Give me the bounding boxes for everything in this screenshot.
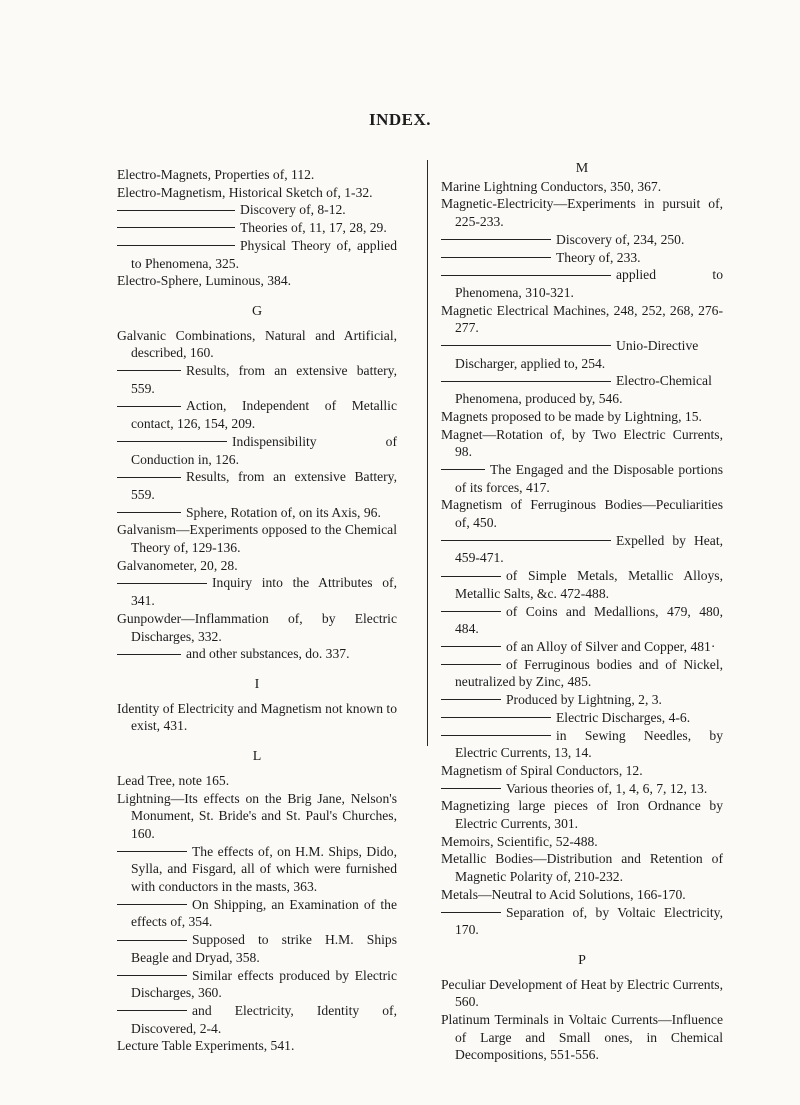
ditto-rule bbox=[117, 940, 187, 941]
index-subentry bbox=[117, 237, 397, 272]
entry-text: Galvanic Combinations, Natural and Artificial, described, 160. bbox=[117, 327, 397, 361]
entry-text: Magnetism of Spiral Conductors, 12. bbox=[441, 762, 643, 778]
entry-text: Supposed to strike H.M. Ships Beagle and Dryad, 358. bbox=[131, 932, 397, 965]
entry-text: Electric Discharges, 4-6. bbox=[556, 709, 691, 725]
section-letter: M bbox=[575, 161, 589, 176]
entry-text: Sphere, Rotation of, on its Axis, 96. bbox=[186, 504, 381, 520]
entry-text: Magnetic Electrical Machines, 248, 252, 268, 276-277. bbox=[441, 302, 723, 336]
index-subentry bbox=[441, 727, 723, 762]
ditto-rule bbox=[441, 576, 501, 577]
entry-text: Lead Tree, note 165. bbox=[117, 772, 230, 788]
index-subentry bbox=[441, 249, 723, 267]
entry-text: Action, Independent of Metallic contact, 126, 154, 209. bbox=[131, 398, 397, 432]
ditto-rule bbox=[441, 664, 501, 665]
entry-text: Discovery of, 234, 250. bbox=[556, 231, 685, 247]
index-entry bbox=[441, 833, 723, 851]
index-subentry bbox=[117, 433, 397, 468]
ditto-rule bbox=[117, 851, 187, 852]
entry-text: and other substances, do. 337. bbox=[186, 646, 350, 662]
index-column-left bbox=[117, 166, 397, 1055]
ditto-rule bbox=[441, 611, 501, 612]
ditto-rule bbox=[117, 904, 187, 905]
entry-text: Magnets proposed to be made by Lightning, 15. bbox=[441, 408, 702, 424]
index-subentry bbox=[441, 567, 723, 602]
entry-text: Galvanometer, 20, 28. bbox=[117, 557, 238, 573]
entry-text: Lecture Table Experiments, 541. bbox=[117, 1038, 295, 1054]
section-letter: P bbox=[578, 952, 586, 968]
entry-text: Separation of, by Voltaic Electricity, 170. bbox=[455, 904, 723, 938]
index-entry bbox=[441, 1011, 723, 1064]
entry-text: The effects of, on H.M. Ships, Dido, Sylla, and Fisgard, all of which were furnished with conductors in the masts, 363. bbox=[131, 843, 397, 895]
index-entry bbox=[117, 166, 397, 184]
entry-text: The Engaged and the Disposable portions of its forces, 417. bbox=[455, 461, 723, 495]
entry-text: Galvanism—Experiments opposed to the Chemical Theory of, 129-136. bbox=[117, 522, 397, 556]
index-subentry bbox=[441, 603, 723, 638]
ditto-rule bbox=[117, 477, 181, 478]
index-subentry bbox=[441, 337, 723, 372]
index-entry bbox=[441, 178, 723, 196]
entry-text: Theory of, 233. bbox=[556, 249, 641, 265]
index-entry bbox=[117, 327, 397, 362]
entry-text: Magnetizing large pieces of Iron Ordnance by Electric Currents, 301. bbox=[441, 798, 723, 832]
entry-text: Expelled by Heat, 459-471. bbox=[455, 532, 723, 566]
entry-text: Produced by Lightning, 2, 3. bbox=[506, 692, 662, 708]
entry-text: Electro-Sphere, Luminous, 384. bbox=[117, 273, 292, 289]
ditto-rule bbox=[117, 654, 181, 655]
page-title: INDEX. bbox=[368, 110, 432, 129]
index-entry bbox=[117, 1037, 397, 1055]
index-subentry bbox=[441, 231, 723, 249]
ditto-rule bbox=[117, 1010, 187, 1011]
index-entry bbox=[117, 790, 397, 843]
index-subentry bbox=[441, 780, 723, 798]
ditto-rule bbox=[441, 717, 551, 718]
index-subentry bbox=[117, 645, 397, 663]
index-entry bbox=[441, 408, 723, 426]
entry-text: Electro-Magnets, Properties of, 112. bbox=[117, 167, 315, 182]
entry-text: of Coins and Medallions, 479, 480, 484. bbox=[455, 603, 723, 637]
index-subentry bbox=[117, 1002, 397, 1037]
entry-text: Results, from an extensive Battery, 559. bbox=[131, 469, 397, 502]
ditto-rule bbox=[117, 441, 227, 442]
index-subentry bbox=[117, 967, 397, 1002]
ditto-rule bbox=[441, 735, 551, 736]
entry-text: of an Alloy of Silver and Copper, 481· bbox=[506, 638, 716, 654]
index-subentry bbox=[441, 656, 723, 691]
index-entry bbox=[117, 184, 397, 202]
index-entry bbox=[441, 850, 723, 885]
entry-text: and Electricity, Identity of, Discovered, 2-4. bbox=[131, 1002, 397, 1036]
entry-text: Physical Theory of, applied to Phenomena, 325. bbox=[131, 237, 397, 271]
entry-text: Similar effects produced by Electric Discharges, 360. bbox=[131, 967, 397, 1001]
index-subentry bbox=[117, 468, 397, 503]
index-subentry bbox=[117, 843, 397, 896]
entry-text: in Sewing Needles, by Electric Currents, 13, 14. bbox=[455, 727, 723, 761]
ditto-rule bbox=[117, 227, 235, 228]
entry-text: applied to Phenomena, 310-321. bbox=[455, 267, 723, 300]
index-subentry bbox=[441, 691, 723, 709]
entry-text: Indispensibility of Conduction in, 126. bbox=[131, 433, 397, 467]
ditto-rule bbox=[117, 975, 187, 976]
entry-text: Unio-Directive Discharger, applied to, 254. bbox=[455, 338, 699, 371]
section-letter: L bbox=[252, 749, 262, 765]
index-subentry bbox=[117, 362, 397, 397]
entry-text: Various theories of, 1, 4, 6, 7, 12, 13. bbox=[506, 780, 708, 796]
index-subentry bbox=[441, 461, 723, 496]
ditto-rule bbox=[441, 469, 485, 470]
index-entry bbox=[441, 426, 723, 461]
ditto-rule bbox=[117, 245, 235, 246]
index-subentry bbox=[441, 372, 723, 407]
ditto-rule bbox=[441, 381, 611, 382]
entry-text: Discovery of, 8-12. bbox=[240, 202, 346, 218]
index-subentry bbox=[117, 931, 397, 966]
entry-text: Electro-Chemical Phenomena, produced by, 546. bbox=[455, 373, 712, 407]
index-entry bbox=[117, 521, 397, 556]
index-subentry bbox=[441, 532, 723, 567]
index-entry bbox=[117, 557, 397, 575]
entry-text: Platinum Terminals in Voltaic Currents—Influence of Large and Small ones, in Chemical Decompositions, 551-556. bbox=[441, 1012, 723, 1063]
index-entry bbox=[441, 797, 723, 832]
entry-text: Metals—Neutral to Acid Solutions, 166-170. bbox=[441, 886, 686, 902]
ditto-rule bbox=[117, 370, 181, 371]
index-subentry bbox=[117, 896, 397, 931]
entry-text: Peculiar Development of Heat by Electric Currents, 560. bbox=[441, 976, 723, 1010]
column-divider bbox=[427, 160, 428, 746]
entry-text: Identity of Electricity and Magnetism not known to exist, 431. bbox=[117, 700, 397, 734]
index-entry bbox=[441, 195, 723, 230]
ditto-rule bbox=[117, 210, 235, 211]
index-entry bbox=[117, 272, 397, 290]
index-subentry bbox=[441, 904, 723, 939]
section-letter: I bbox=[254, 676, 260, 692]
entry-text: Gunpowder—Inflammation of, by Electric Discharges, 332. bbox=[117, 610, 397, 644]
entry-text: On Shipping, an Examination of the effects of, 354. bbox=[131, 896, 397, 930]
ditto-rule bbox=[117, 512, 181, 513]
entry-text: of Simple Metals, Metallic Alloys, Metallic Salts, &c. 472-488. bbox=[455, 568, 723, 601]
ditto-rule bbox=[117, 406, 181, 407]
section-letter: G bbox=[251, 303, 263, 319]
index-entry bbox=[441, 886, 723, 904]
index-entry bbox=[117, 772, 397, 790]
entry-text: Magnetism of Ferruginous Bodies—Peculiarities of, 450. bbox=[441, 497, 723, 531]
entry-text: Metallic Bodies—Distribution and Retention of Magnetic Polarity of, 210-232. bbox=[441, 851, 723, 885]
ditto-rule bbox=[441, 646, 501, 647]
index-subentry bbox=[117, 574, 397, 609]
ditto-rule bbox=[441, 912, 501, 913]
index-entry bbox=[441, 976, 723, 1011]
index-entry bbox=[441, 496, 723, 531]
entry-text: Theories of, 11, 17, 28, 29. bbox=[240, 220, 387, 236]
index-subentry bbox=[441, 709, 723, 727]
ditto-rule bbox=[441, 699, 501, 700]
ditto-rule bbox=[441, 275, 611, 276]
index-subentry bbox=[441, 638, 723, 656]
entry-text: Results, from an extensive battery, 559. bbox=[131, 363, 397, 396]
entry-text: Magnetic-Electricity—Experiments in pursuit of, 225-233. bbox=[441, 196, 723, 230]
index-entry bbox=[117, 700, 397, 735]
index-column-right bbox=[441, 160, 723, 1064]
entry-text: Inquiry into the Attributes of, 341. bbox=[131, 575, 397, 609]
entry-text: Lightning—Its effects on the Brig Jane, Nelson's Monument, St. Bride's and St. Paul's Churches, 160. bbox=[117, 790, 397, 841]
entry-text: of Ferruginous bodies and of Nickel, neutralized by Zinc, 485. bbox=[455, 656, 723, 690]
ditto-rule bbox=[441, 345, 611, 346]
entry-text: Marine Lightning Conductors, 350, 367. bbox=[441, 178, 662, 194]
entry-text: Electro-Magnetism, Historical Sketch of, 1-32. bbox=[117, 184, 373, 200]
ditto-rule bbox=[441, 788, 501, 789]
index-entry bbox=[441, 762, 723, 780]
index-subentry bbox=[117, 201, 397, 219]
ditto-rule bbox=[441, 257, 551, 258]
index-entry bbox=[441, 302, 723, 337]
ditto-rule bbox=[441, 540, 611, 541]
index-subentry bbox=[117, 397, 397, 432]
ditto-rule bbox=[441, 239, 551, 240]
index-subentry bbox=[441, 266, 723, 301]
ditto-rule bbox=[117, 583, 207, 584]
index-entry bbox=[117, 610, 397, 645]
entry-text: Magnet—Rotation of, by Two Electric Currents, 98. bbox=[441, 426, 723, 460]
index-subentry bbox=[117, 219, 397, 237]
index-subentry bbox=[117, 504, 397, 522]
entry-text: Memoirs, Scientific, 52-488. bbox=[441, 833, 598, 849]
